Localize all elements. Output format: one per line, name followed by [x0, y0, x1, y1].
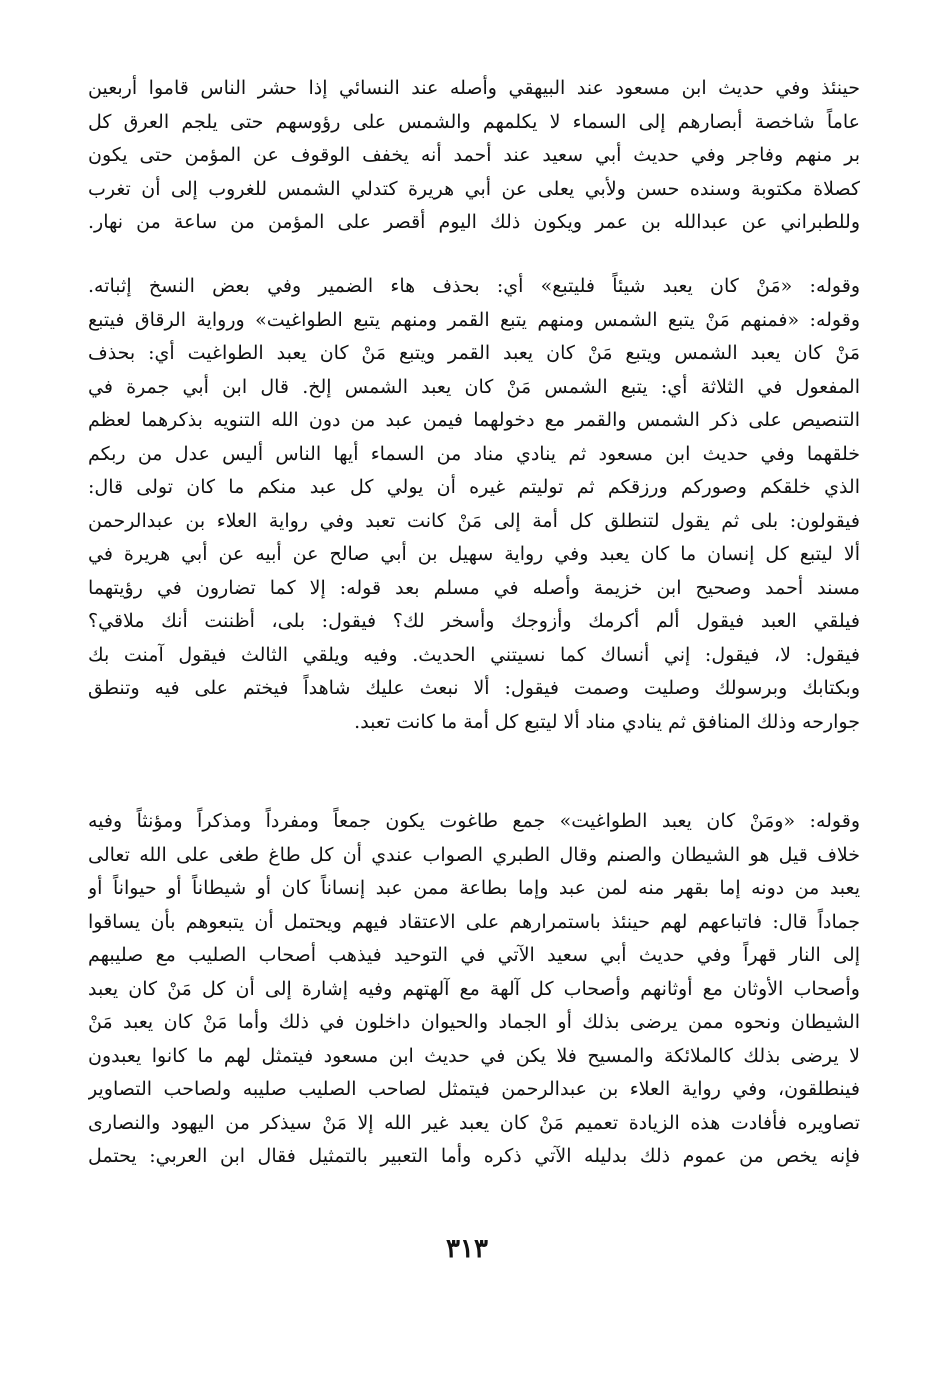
- text-line: ألا ليتبع كل إنسان ما كان يعبد وفي رواية سهيل بن أبي صالح عن أبيه عن أبي هريرة في: [88, 543, 860, 565]
- text-line: وللطبراني عن عبدالله بن عمر ويكون ذلك اليوم أقصر على المؤمن من ساعة من نهار.: [88, 211, 860, 233]
- text-line: بر منهم وفاجر وفي حديث أبي سعيد عند أحمد أنه يخفف الوقوف عن المؤمن حتى يكون: [88, 144, 860, 166]
- text-line: مسند أحمد وصحيح ابن خزيمة وأصله في مسلم بعد قوله: إلا كما تضارون في رؤيتهما: [88, 576, 860, 599]
- text-line: فإنه يخص من عموم ذلك بدليله الآتي ذكره وأما التعبير بالتمثيل فقال ابن العربي: يحتمل: [88, 1145, 860, 1167]
- text-line: جماداً قال: فاتباعهم لهم حينئذ باستمرارهم على الاعتقاد فيهم ويحتمل أن يتبعوهم بأن يساقوا: [88, 910, 860, 933]
- text-line: فيلقي العبد فيقول ألم أكرمك وأزوجك وأسخر لك؟ فيقول: بلى، أظننت أنك ملاقي؟: [88, 610, 860, 632]
- text-line: عاماً شاخصة أبصارهم إلى السماء لا يكلمهم والشمس على رؤوسهم حتى يلجم العرق كل: [88, 110, 860, 133]
- text-line: وأصحاب الأوثان مع أوثانهم وأصحاب كل آلهة مع آلهتهم وفيه إشارة إلى أن كل مَنْ كان يعبد: [88, 977, 860, 1000]
- text-line: التنصيص على ذكر الشمس والقمر مع دخولهما فيمن عبد من دون الله التنويه بذكرهما لعظم: [88, 409, 860, 431]
- text-line: جوارحه وذلك المنافق ثم ينادي مناد ألا ليتبع كل أمة ما كانت تعبد.: [354, 710, 860, 733]
- text-line: الذي خلقكم وصوركم ورزقكم ثم توليتم غيره أن يولي كل عبد منكم ما كان تولى قال:: [88, 476, 860, 498]
- text-line: خلقهما وفي حديث ابن مسعود ثم ينادي مناد من السماء أيها الناس أليس عدل من ربكم: [88, 442, 860, 465]
- text-line: كصلاة مكتوبة وسنده حسن ولأبي يعلى عن أبي هريرة كتدلي الشمس للغروب إلى أن تغرب: [88, 177, 860, 200]
- text-line: فيقولون: بلى ثم يقول لتنطلق كل أمة إلى مَنْ كانت تعبد وفي رواية العلاء بن عبدالرحمن: [88, 509, 860, 532]
- text-line: فينطلقون، وفي رواية العلاء بن عبدالرحمن فيتمثل لصاحب الصليب صليبه ولصاحب التصاوير: [88, 1078, 860, 1100]
- text-line: فيقول: لا، فيقول: إني أنساك كما نسيتني الحديث. وفيه ويلقي الثالث فيقول آمنت بك: [88, 643, 860, 666]
- text-line: وقوله: «ومَنْ كان يعبد الطواغيت» جمع طاغوت يكون جمعاً ومفرداً ومذكراً ومؤنثاً وفيه: [88, 810, 860, 832]
- paragraph-2: [88, 270, 860, 739]
- text-line: مَنْ كان يعبد الشمس ويتبع مَنْ كان يعبد القمر ويتبع مَنْ كان يعبد الطواغيت أي: بحذف: [88, 342, 860, 364]
- text-line: يعبد من دونه إما بقهر منه لمن عبد وإما بطاعة ممن عبد إنساناً كان أو شيطاناً أو حيواناً أو: [88, 877, 860, 899]
- text-line: إلى النار قهراً وفي حديث أبي سعيد الآتي في التوحيد فيذهب أصحاب الصليب مع صليبهم: [88, 944, 860, 966]
- text-line: تصاويره فأفادت هذه الزيادة تعميم مَنْ كان يعبد غير الله إلا مَنْ سيذكر من اليهود والنصارى: [88, 1111, 860, 1134]
- text-line: لا يرضى بذلك كالملائكة والمسيح فلا يكن في حديث ابن مسعود فيتمثل لهم ما كانوا يعبدون: [88, 1044, 860, 1067]
- text-line: خلاف قيل هو الشيطان والصنم وقال الطبري الصواب عندي أن كل طاغ طغى على الله تعالى: [88, 843, 860, 866]
- paragraph-1: [88, 72, 860, 240]
- text-line: وقوله: «مَنْ كان يعبد شيئاً فليتبع» أي: بحذف هاء الضمير وفي بعض النسخ إثباته.: [88, 275, 860, 297]
- text-line: وبكتابك وبرسولك وصليت وصمت فيقول: ألا نبعث عليك شاهداً فيختم على فيه وتنطق: [88, 677, 860, 699]
- text-line: المفعول في الثلاثة أي: يتبع الشمس مَنْ كان يعبد الشمس إلخ. قال ابن أبي جمرة في: [88, 375, 860, 398]
- text-line: حينئذ وفي حديث ابن مسعود عند البيهقي وأصله عند النسائي إذا حشر الناس قاموا أربعين: [88, 77, 860, 99]
- page-number: ٣١٣: [446, 1234, 488, 1264]
- paragraph-3: [88, 805, 860, 1174]
- text-line: الشيطان ونحوه ممن يرضى بذلك أو الجماد والحيوان داخلون في ذلك وأما مَنْ كان يعبد مَنْ: [88, 1011, 860, 1033]
- text-line: وقوله: «فمنهم مَنْ يتبع الشمس ومنهم يتبع القمر ومنهم يتبع الطواغيت» ورواية الرقاق فيتبع: [88, 308, 860, 331]
